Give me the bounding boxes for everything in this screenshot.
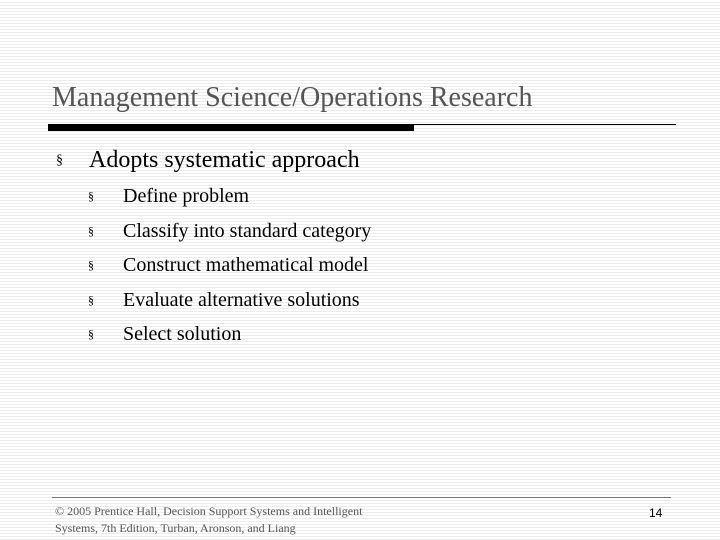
footer-copyright: [55, 503, 435, 537]
list-item-text: Evaluate alternative solutions: [123, 288, 360, 311]
page-number: 14: [649, 506, 663, 520]
square-bullet-icon: §: [88, 292, 94, 307]
title-underline-thick: [48, 124, 414, 131]
footer-divider: [52, 497, 671, 498]
main-bullet: [56, 144, 360, 180]
list-item: [88, 319, 371, 354]
list-item-text: Define problem: [123, 185, 250, 207]
list-item-text: Classify into standard category: [123, 219, 372, 242]
footer-copyright-line-2: Systems, 7th Edition, Turban, Aronson, and Liang: [55, 521, 296, 535]
list-item: [88, 285, 371, 320]
square-bullet-icon: §: [88, 327, 94, 341]
sub-bullet-list: [88, 181, 371, 354]
list-item-text: Select solution: [123, 323, 242, 345]
square-bullet-icon: §: [88, 258, 94, 272]
slide-title: Management Science/Operations Research: [52, 82, 533, 113]
list-item: [88, 216, 371, 251]
square-bullet-icon: §: [88, 189, 94, 203]
square-bullet-icon: §: [56, 153, 63, 168]
list-item: [88, 250, 371, 285]
list-item-text: Construct mathematical model: [123, 254, 369, 276]
footer-copyright-line-1: © 2005 Prentice Hall, Decision Support Systems and Intelligent: [55, 504, 363, 518]
title-underline-thin: [414, 124, 676, 125]
main-bullet-text: Adopts systematic approach: [89, 147, 360, 173]
square-bullet-icon: §: [88, 223, 94, 238]
list-item: [88, 181, 371, 216]
